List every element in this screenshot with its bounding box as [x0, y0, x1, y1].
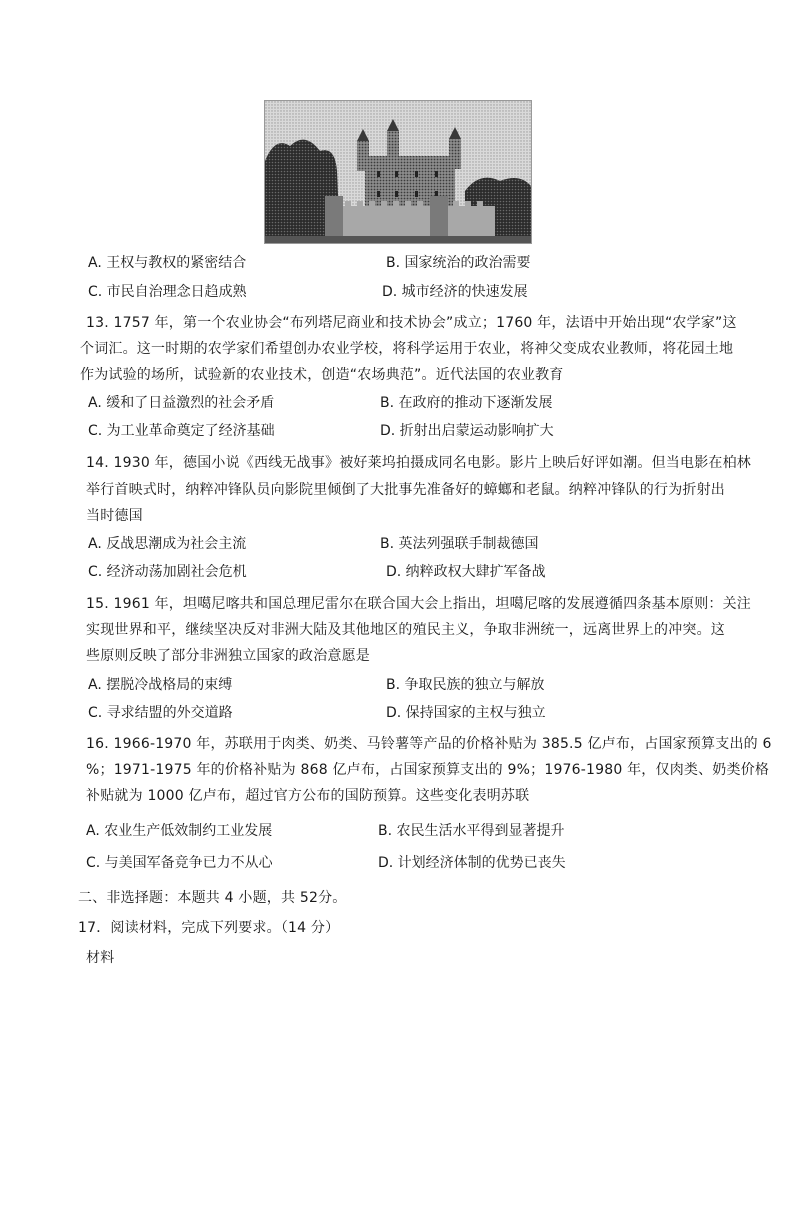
q12-option-b: B. 国家统治的政治需要: [386, 255, 531, 271]
q15-stem-line-2: 实现世界和平，继续坚决反对非洲大陆及其他地区的殖民主义，争取非洲统一，远离世界上的冲突。这: [86, 622, 725, 638]
q16-stem-line-1: 16. 1966-1970 年，苏联用于肉类、奶类、马铃薯等产品的价格补贴为 385.5 亿卢布，占国家预算支出的 6: [86, 736, 772, 752]
q13-stem-line-3: 作为试验的场所，试验新的农业技术，创造“农场典范”。近代法国的农业教育: [80, 367, 564, 383]
q13-stem-line-2: 个词汇。这一时期的农学家们希望创办农业学校，将科学运用于农业，将神父变成农业教师，将花园土地: [80, 341, 734, 357]
q12-option-c: C. 市民自治理念日趋成熟: [88, 284, 247, 300]
q15-option-a: A. 摆脱冷战格局的束缚: [88, 677, 233, 693]
q14-option-a: A. 反战思潮成为社会主流: [88, 536, 247, 552]
q15-option-c: C. 寻求结盟的外交道路: [88, 705, 233, 721]
q13-option-c: C. 为工业革命奠定了经济基础: [88, 423, 275, 439]
q14-stem-line-1: 14. 1930 年，德国小说《西线无战事》被好莱坞拍摄成同名电影。影片上映后好评如潮。但当电影在柏林: [86, 455, 751, 471]
q17-prompt: 17．阅读材料，完成下列要求。（14 分）: [78, 920, 340, 936]
q13-option-d: D. 折射出启蒙运动影响扩大: [380, 423, 554, 439]
q13-option-a: A. 缓和了日益激烈的社会矛盾: [88, 395, 275, 411]
q16-option-b: B. 农民生活水平得到显著提升: [378, 823, 565, 839]
q16-option-d: D. 计划经济体制的优势已丧失: [378, 855, 566, 871]
q14-option-b: B. 英法列强联手制裁德国: [380, 536, 539, 552]
q15-option-d: D. 保持国家的主权与独立: [386, 705, 546, 721]
q15-stem-line-1: 15. 1961 年，坦噶尼喀共和国总理尼雷尔在联合国大会上指出，坦噶尼喀的发展遵循四条基本原则：关注: [86, 596, 751, 612]
q14-stem-line-3: 当时德国: [86, 508, 143, 524]
q12-option-a: A. 王权与教权的紧密结合: [88, 255, 247, 271]
material-label: 材料: [86, 950, 115, 966]
section-2-heading: 二、非选择题：本题共 4 小题，共 52分。: [78, 890, 347, 906]
q16-stem-line-2: %；1971-1975 年的价格补贴为 868 亿卢布，占国家预算支出的 9%；1976-1980 年，仅肉类、奶类价格: [86, 762, 770, 778]
q15-stem-line-3: 些原则反映了部分非洲独立国家的政治意愿是: [86, 648, 370, 664]
q14-option-c: C. 经济动荡加剧社会危机: [88, 564, 247, 580]
q13-stem-line-1: 13. 1757 年，第一个农业协会“布列塔尼商业和技术协会”成立；1760 年，法语中开始出现“农学家”这: [86, 315, 737, 331]
q16-option-c: C. 与美国军备竞争已力不从心: [86, 855, 273, 871]
q15-option-b: B. 争取民族的独立与解放: [386, 677, 545, 693]
q14-stem-line-2: 举行首映式时，纳粹冲锋队员向影院里倾倒了大批事先准备好的蟑螂和老鼠。纳粹冲锋队的行为折射出: [86, 482, 725, 498]
q16-stem-line-3: 补贴就为 1000 亿卢布，超过官方公布的国防预算。这些变化表明苏联: [86, 788, 530, 804]
q12-option-d: D. 城市经济的快速发展: [382, 284, 528, 300]
castle-illustration: [265, 101, 531, 243]
tower-of-london-photo: [264, 100, 532, 244]
q14-option-d: D. 纳粹政权大肆扩军备战: [386, 564, 546, 580]
q16-option-a: A. 农业生产低效制约工业发展: [86, 823, 273, 839]
q13-option-b: B. 在政府的推动下逐渐发展: [380, 395, 553, 411]
